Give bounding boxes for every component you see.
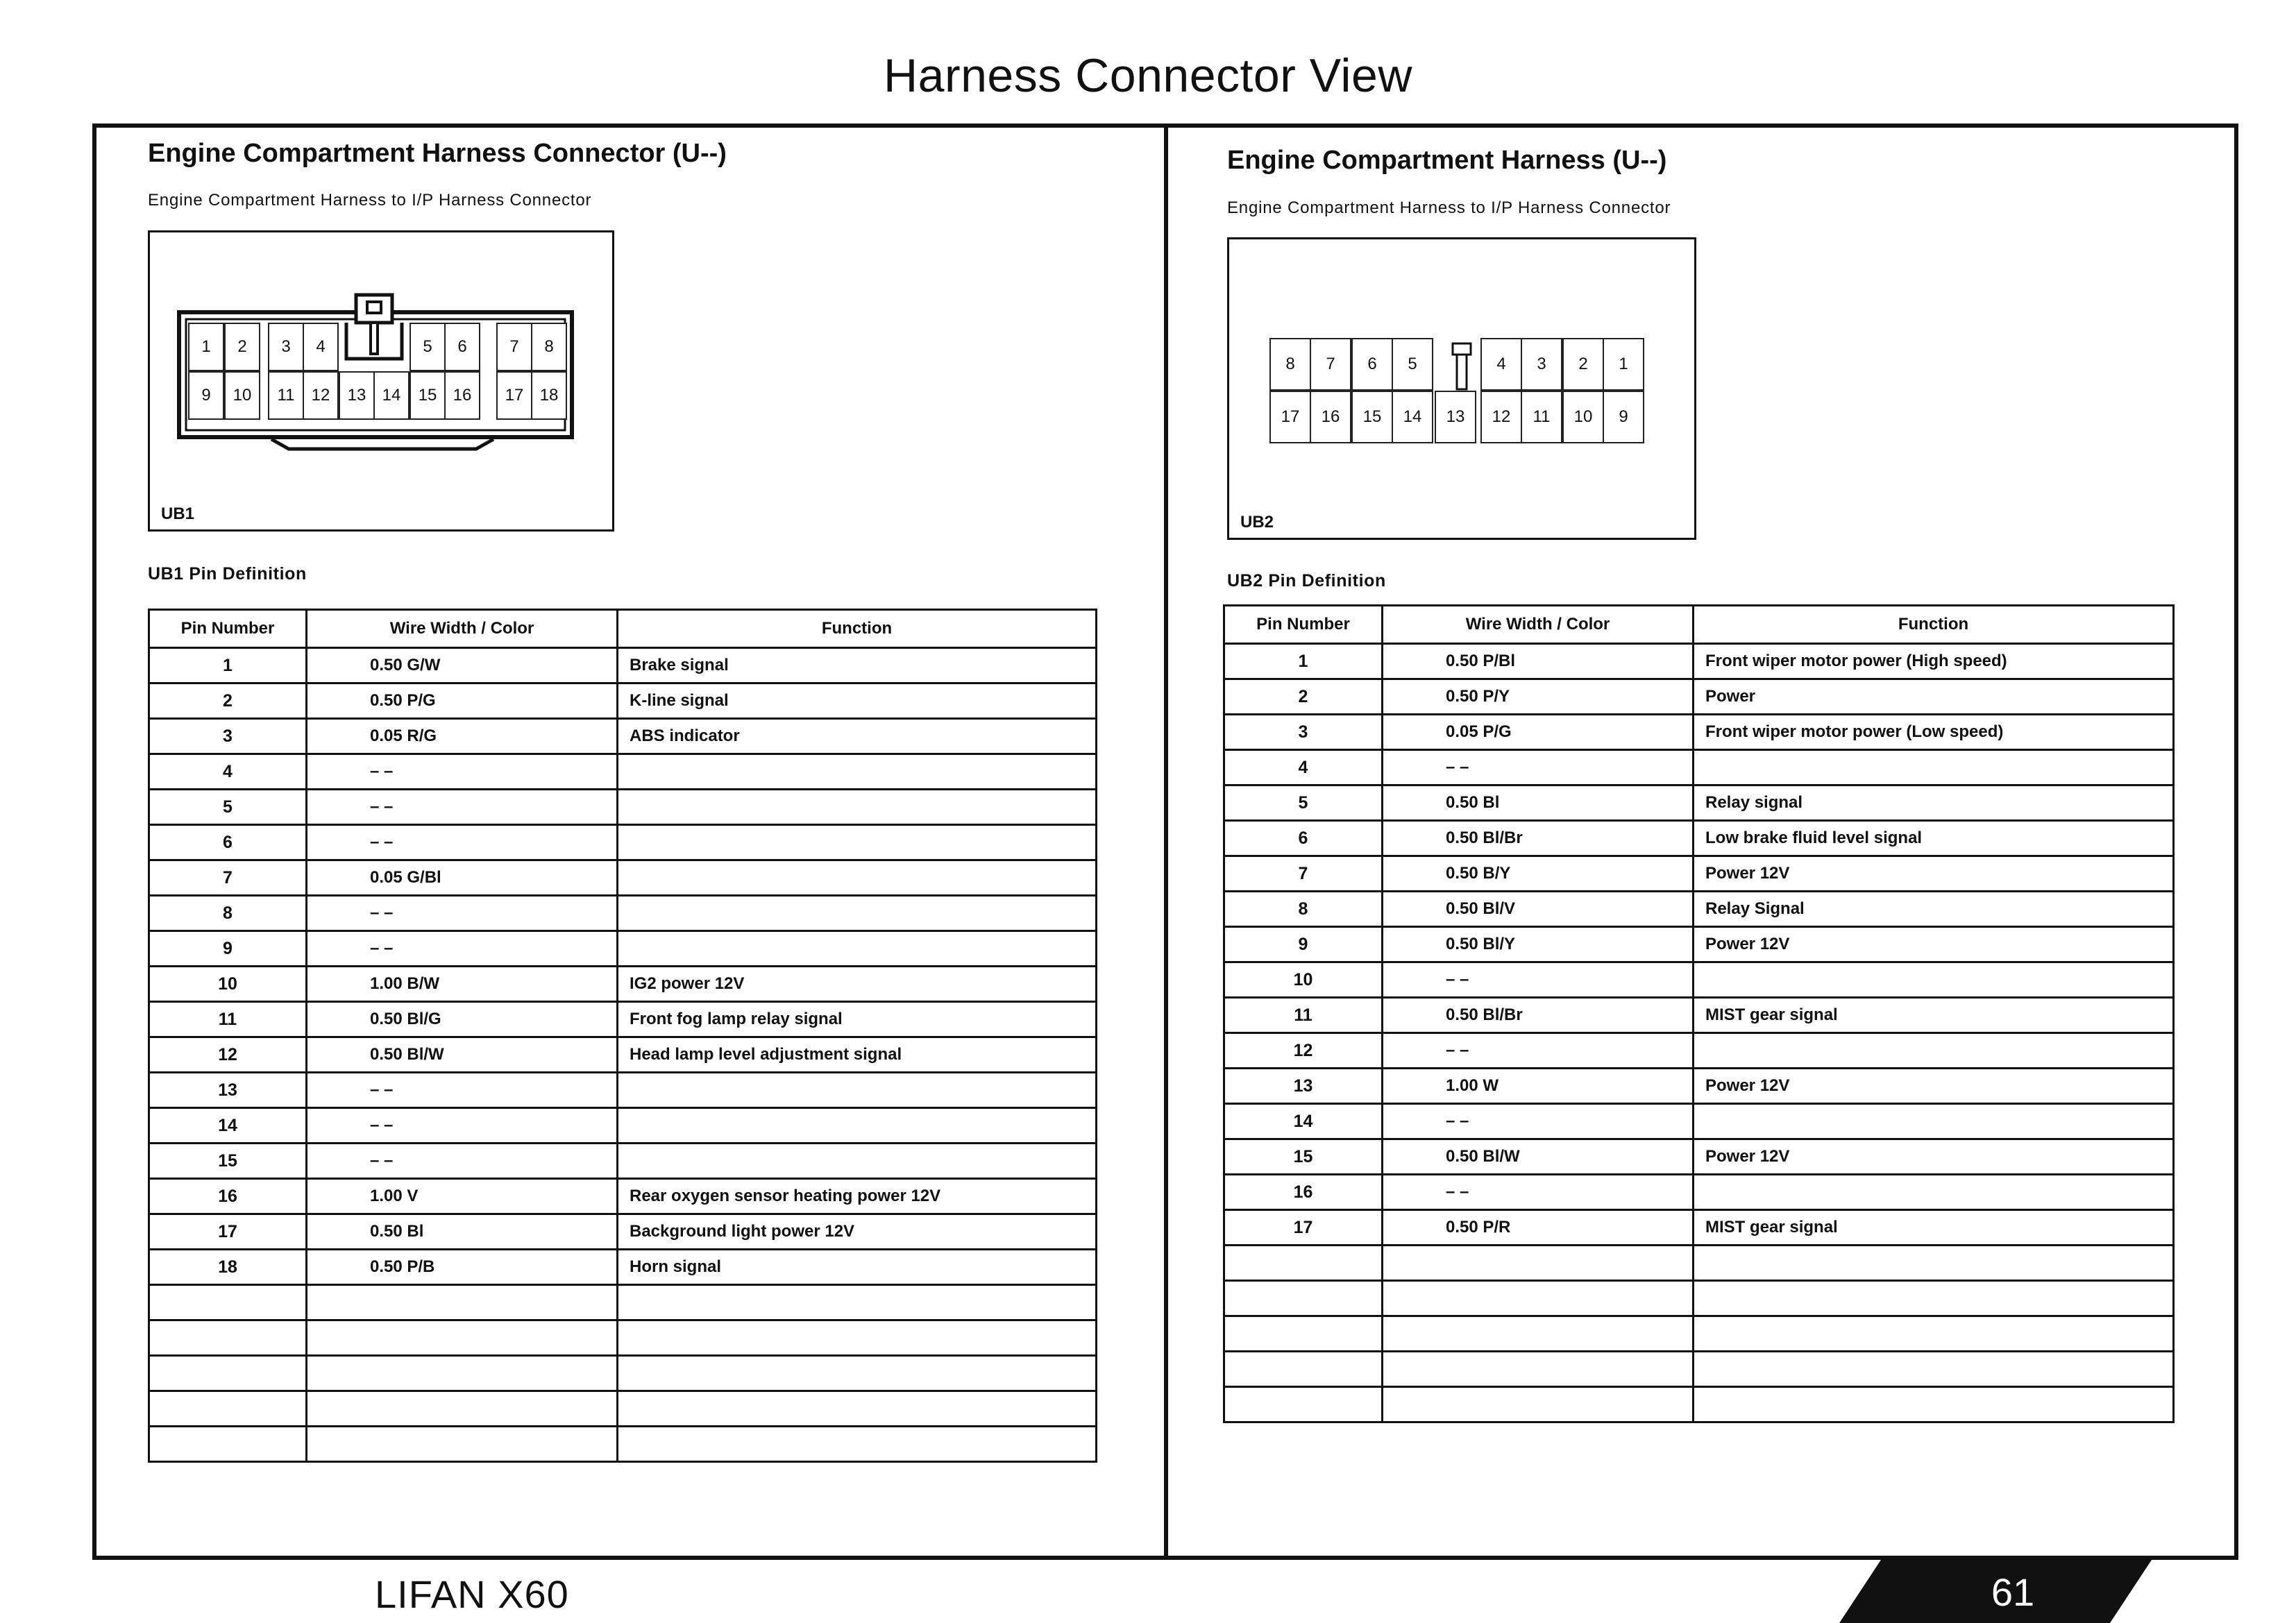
table-row — [149, 719, 1097, 754]
table-row — [149, 1356, 1097, 1391]
table-row — [1224, 750, 2174, 785]
function-cell — [1694, 1352, 2174, 1387]
connector-pin: 18 — [531, 371, 567, 420]
function-cell — [618, 1285, 1097, 1320]
wire-color-cell: 0.50 Bl/Y — [1383, 927, 1694, 962]
pin-number-cell: 6 — [1224, 821, 1383, 856]
wire-color-cell: – – — [307, 825, 618, 860]
wire-color-cell: 0.05 P/G — [1383, 715, 1694, 750]
connector-pin: 3 — [268, 323, 304, 371]
connector-pin: 16 — [444, 371, 480, 420]
connector-pin: 7 — [1310, 338, 1351, 391]
pin-number-cell: 16 — [149, 1179, 307, 1214]
function-cell — [618, 1356, 1097, 1391]
function-cell: Horn signal — [618, 1250, 1097, 1285]
function-cell — [618, 1073, 1097, 1108]
ub2-pin-definition-title: UB2 Pin Definition — [1227, 571, 1386, 590]
function-cell: ABS indicator — [618, 719, 1097, 754]
connector-pin: 17 — [1269, 391, 1311, 443]
table-row — [149, 1285, 1097, 1320]
function-cell — [618, 1108, 1097, 1144]
function-cell: Brake signal — [618, 648, 1097, 683]
pin-number-cell: 10 — [149, 967, 307, 1002]
ub1-pin-table — [148, 609, 1097, 1463]
header-wire-color: Wire Width / Color — [307, 610, 618, 648]
header-pin-number: Pin Number — [1224, 606, 1383, 644]
pin-number-cell: 4 — [149, 754, 307, 790]
pin-number-cell: 11 — [1224, 998, 1383, 1033]
connector-pin: 4 — [1480, 338, 1522, 391]
right-section-title: Engine Compartment Harness (U--) — [1227, 146, 1667, 175]
pin-number-cell — [1224, 1246, 1383, 1281]
pin-number-cell: 3 — [149, 719, 307, 754]
wire-color-cell — [1383, 1387, 1694, 1422]
function-cell: Low brake fluid level signal — [1694, 821, 2174, 856]
function-cell: MIST gear signal — [1694, 1210, 2174, 1246]
ub1-label: UB1 — [161, 504, 195, 523]
function-cell: Front wiper motor power (Low speed) — [1694, 715, 2174, 750]
connector-pin: 8 — [1269, 338, 1311, 391]
wire-color-cell: 1.00 W — [1383, 1069, 1694, 1104]
ub2-connector-diagram — [1227, 237, 1696, 540]
wire-color-cell — [1383, 1316, 1694, 1352]
connector-pin: 3 — [1521, 338, 1562, 391]
table-row — [149, 1108, 1097, 1144]
wire-color-cell — [1383, 1246, 1694, 1281]
table-row — [1224, 892, 2174, 927]
wire-color-cell: 0.50 P/G — [307, 683, 618, 719]
connector-pin: 11 — [1521, 391, 1562, 443]
table-row — [149, 1002, 1097, 1037]
function-cell — [618, 860, 1097, 896]
function-cell: IG2 power 12V — [618, 967, 1097, 1002]
function-cell: Rear oxygen sensor heating power 12V — [618, 1179, 1097, 1214]
pin-number-cell — [149, 1391, 307, 1427]
table-row — [1224, 1246, 2174, 1281]
pin-number-cell: 1 — [149, 648, 307, 683]
table-row — [1224, 1033, 2174, 1069]
wire-color-cell: – – — [307, 1144, 618, 1179]
pin-number-cell: 7 — [149, 860, 307, 896]
pin-number-cell — [1224, 1387, 1383, 1422]
connector-pin: 13 — [1435, 391, 1476, 443]
wire-color-cell: 0.50 G/W — [307, 648, 618, 683]
wire-color-cell — [1383, 1281, 1694, 1316]
connector-pin: 1 — [1603, 338, 1644, 391]
pin-number-cell: 2 — [149, 683, 307, 719]
wire-color-cell: 0.50 P/Bl — [1383, 644, 1694, 679]
function-cell — [1694, 1104, 2174, 1139]
table-row — [149, 860, 1097, 896]
table-row — [1224, 1139, 2174, 1175]
connector-pin: 1 — [188, 323, 224, 371]
pin-number-cell — [149, 1356, 307, 1391]
connector-pin: 10 — [224, 371, 260, 420]
connector-pin: 10 — [1562, 391, 1604, 443]
table-row — [149, 825, 1097, 860]
connector-pin: 15 — [410, 371, 446, 420]
pin-number-cell: 9 — [149, 931, 307, 967]
function-cell — [618, 790, 1097, 825]
table-row — [149, 1073, 1097, 1108]
pin-number-cell — [1224, 1281, 1383, 1316]
header-pin-number: Pin Number — [149, 610, 307, 648]
wire-color-cell — [307, 1320, 618, 1356]
ub1-connector-diagram — [148, 230, 614, 532]
wire-color-cell: – – — [307, 1108, 618, 1144]
wire-color-cell: 0.50 Bl/G — [307, 1002, 618, 1037]
pin-number-cell: 16 — [1224, 1175, 1383, 1210]
pin-number-cell: 14 — [149, 1108, 307, 1144]
table-row — [1224, 1281, 2174, 1316]
table-row — [149, 648, 1097, 683]
pin-number-cell — [149, 1285, 307, 1320]
wire-color-cell: – – — [307, 1073, 618, 1108]
function-cell: Power 12V — [1694, 927, 2174, 962]
wire-color-cell — [307, 1285, 618, 1320]
connector-pin: 11 — [268, 371, 304, 420]
function-cell — [618, 1144, 1097, 1179]
function-cell: Relay signal — [1694, 785, 2174, 821]
table-row — [1224, 785, 2174, 821]
wire-color-cell: – – — [1383, 1104, 1694, 1139]
wire-color-cell: – – — [1383, 750, 1694, 785]
connector-pin: 13 — [339, 371, 375, 420]
connector-pin: 6 — [444, 323, 480, 371]
function-cell — [1694, 1033, 2174, 1069]
wire-color-cell: 0.50 B/Y — [1383, 856, 1694, 892]
connector-pin: 5 — [410, 323, 446, 371]
pin-number-cell: 3 — [1224, 715, 1383, 750]
table-row — [1224, 1175, 2174, 1210]
function-cell — [618, 931, 1097, 967]
connector-pin: 2 — [224, 323, 260, 371]
function-cell — [1694, 1387, 2174, 1422]
connector-pin: 9 — [1603, 391, 1644, 443]
table-row — [149, 790, 1097, 825]
wire-color-cell: 1.00 B/W — [307, 967, 618, 1002]
pin-number-cell: 1 — [1224, 644, 1383, 679]
function-cell — [618, 1427, 1097, 1462]
brand-name: LIFAN X60 — [375, 1572, 569, 1616]
table-row — [149, 1427, 1097, 1462]
pin-number-cell: 7 — [1224, 856, 1383, 892]
connector-pin: 9 — [188, 371, 224, 420]
connector-pin: 12 — [303, 371, 339, 420]
function-cell: Head lamp level adjustment signal — [618, 1037, 1097, 1073]
pin-number-cell: 18 — [149, 1250, 307, 1285]
wire-color-cell: 0.50 P/R — [1383, 1210, 1694, 1246]
wire-color-cell: 0.50 Bl/Br — [1383, 998, 1694, 1033]
table-row — [1224, 962, 2174, 998]
wire-color-cell: – – — [307, 896, 618, 931]
function-cell — [618, 1320, 1097, 1356]
right-section-subtitle: Engine Compartment Harness to I/P Harness Connector — [1227, 198, 1671, 217]
ub2-label: UB2 — [1240, 513, 1274, 532]
wire-color-cell: 0.50 P/Y — [1383, 679, 1694, 715]
pin-number-cell: 15 — [149, 1144, 307, 1179]
pin-number-cell: 12 — [1224, 1033, 1383, 1069]
wire-color-cell: 0.50 Bl/Br — [1383, 821, 1694, 856]
connector-pin: 2 — [1562, 338, 1604, 391]
pin-number-cell: 17 — [1224, 1210, 1383, 1246]
function-cell: Relay Signal — [1694, 892, 2174, 927]
table-row — [149, 1037, 1097, 1073]
wire-color-cell: 0.05 R/G — [307, 719, 618, 754]
pin-number-cell: 15 — [1224, 1139, 1383, 1175]
wire-color-cell: 0.50 Bl/V — [1383, 892, 1694, 927]
pin-number-cell — [1224, 1316, 1383, 1352]
table-row — [1224, 998, 2174, 1033]
wire-color-cell: 1.00 V — [307, 1179, 618, 1214]
pin-number-cell: 12 — [149, 1037, 307, 1073]
table-row — [1224, 644, 2174, 679]
pin-number-cell: 10 — [1224, 962, 1383, 998]
connector-pin: 17 — [496, 371, 532, 420]
table-row — [1224, 1387, 2174, 1422]
function-cell — [1694, 1316, 2174, 1352]
header-function: Function — [618, 610, 1097, 648]
table-row — [149, 1144, 1097, 1179]
ub1-pin-definition-title: UB1 Pin Definition — [148, 564, 307, 584]
connector-pin: 8 — [531, 323, 567, 371]
wire-color-cell: 0.50 Bl — [1383, 785, 1694, 821]
connector-pin: 5 — [1392, 338, 1433, 391]
page-number: 61 — [1991, 1570, 2035, 1614]
table-row — [1224, 1210, 2174, 1246]
connector-pin: 15 — [1351, 391, 1393, 443]
function-cell — [1694, 1281, 2174, 1316]
table-row — [149, 1214, 1097, 1250]
pin-number-cell: 8 — [149, 896, 307, 931]
pin-number-cell: 4 — [1224, 750, 1383, 785]
wire-color-cell: – – — [307, 931, 618, 967]
pin-number-cell: 6 — [149, 825, 307, 860]
function-cell: Power 12V — [1694, 1139, 2174, 1175]
function-cell: Front wiper motor power (High speed) — [1694, 644, 2174, 679]
header-wire-color: Wire Width / Color — [1383, 606, 1694, 644]
pin-number-cell: 11 — [149, 1002, 307, 1037]
pin-number-cell: 8 — [1224, 892, 1383, 927]
table-row — [149, 1320, 1097, 1356]
wire-color-cell: – – — [307, 754, 618, 790]
function-cell: Front fog lamp relay signal — [618, 1002, 1097, 1037]
table-row — [1224, 856, 2174, 892]
table-row — [1224, 1069, 2174, 1104]
pin-number-cell: 5 — [149, 790, 307, 825]
pin-number-cell: 13 — [1224, 1069, 1383, 1104]
pin-number-cell: 14 — [1224, 1104, 1383, 1139]
connector-pin: 6 — [1351, 338, 1393, 391]
table-row — [149, 683, 1097, 719]
connector-pin: 7 — [496, 323, 532, 371]
table-row — [1224, 821, 2174, 856]
pin-number-cell: 17 — [149, 1214, 307, 1250]
table-row — [149, 967, 1097, 1002]
table-row — [149, 1391, 1097, 1427]
header-function: Function — [1694, 606, 2174, 644]
table-row — [149, 931, 1097, 967]
wire-color-cell: – – — [307, 790, 618, 825]
wire-color-cell: 0.50 Bl/W — [307, 1037, 618, 1073]
center-divider — [1164, 124, 1168, 1560]
connector-pin: 4 — [303, 323, 339, 371]
table-row — [149, 1179, 1097, 1214]
pin-number-cell — [149, 1320, 307, 1356]
function-cell — [618, 1391, 1097, 1427]
connector-pin: 14 — [1392, 391, 1433, 443]
wire-color-cell: – – — [1383, 962, 1694, 998]
function-cell: K-line signal — [618, 683, 1097, 719]
ub2-pin-table — [1223, 604, 2175, 1423]
table-row — [1224, 1104, 2174, 1139]
function-cell — [618, 896, 1097, 931]
function-cell: Power — [1694, 679, 2174, 715]
table-row — [1224, 715, 2174, 750]
table-row — [149, 754, 1097, 790]
pin-number-cell: 13 — [149, 1073, 307, 1108]
wire-color-cell — [307, 1391, 618, 1427]
wire-color-cell: 0.50 Bl — [307, 1214, 618, 1250]
wire-color-cell — [307, 1427, 618, 1462]
wire-color-cell: 0.05 G/Bl — [307, 860, 618, 896]
left-section-subtitle: Engine Compartment Harness to I/P Harness Connector — [148, 191, 592, 210]
pin-number-cell: 9 — [1224, 927, 1383, 962]
function-cell — [618, 754, 1097, 790]
wire-color-cell: – – — [1383, 1175, 1694, 1210]
function-cell: Background light power 12V — [618, 1214, 1097, 1250]
left-section-title: Engine Compartment Harness Connector (U--) — [148, 139, 727, 168]
pin-number-cell: 2 — [1224, 679, 1383, 715]
wire-color-cell — [1383, 1352, 1694, 1387]
function-cell — [1694, 962, 2174, 998]
connector-pin: 16 — [1310, 391, 1351, 443]
table-row — [149, 1250, 1097, 1285]
function-cell — [618, 825, 1097, 860]
function-cell: Power 12V — [1694, 1069, 2174, 1104]
table-row — [1224, 927, 2174, 962]
wire-color-cell — [307, 1356, 618, 1391]
function-cell: Power 12V — [1694, 856, 2174, 892]
pin-number-cell — [1224, 1352, 1383, 1387]
function-cell — [1694, 1246, 2174, 1281]
function-cell: MIST gear signal — [1694, 998, 2174, 1033]
connector-pin: 14 — [373, 371, 410, 420]
table-row — [1224, 1316, 2174, 1352]
pin-number-cell: 5 — [1224, 785, 1383, 821]
table-row — [1224, 679, 2174, 715]
connector-pin: 12 — [1480, 391, 1522, 443]
table-row — [149, 896, 1097, 931]
function-cell — [1694, 750, 2174, 785]
wire-color-cell: – – — [1383, 1033, 1694, 1069]
wire-color-cell: 0.50 Bl/W — [1383, 1139, 1694, 1175]
table-row — [1224, 1352, 2174, 1387]
pin-number-cell — [149, 1427, 307, 1462]
function-cell — [1694, 1175, 2174, 1210]
wire-color-cell: 0.50 P/B — [307, 1250, 618, 1285]
page-title: Harness Connector View — [884, 49, 1412, 102]
